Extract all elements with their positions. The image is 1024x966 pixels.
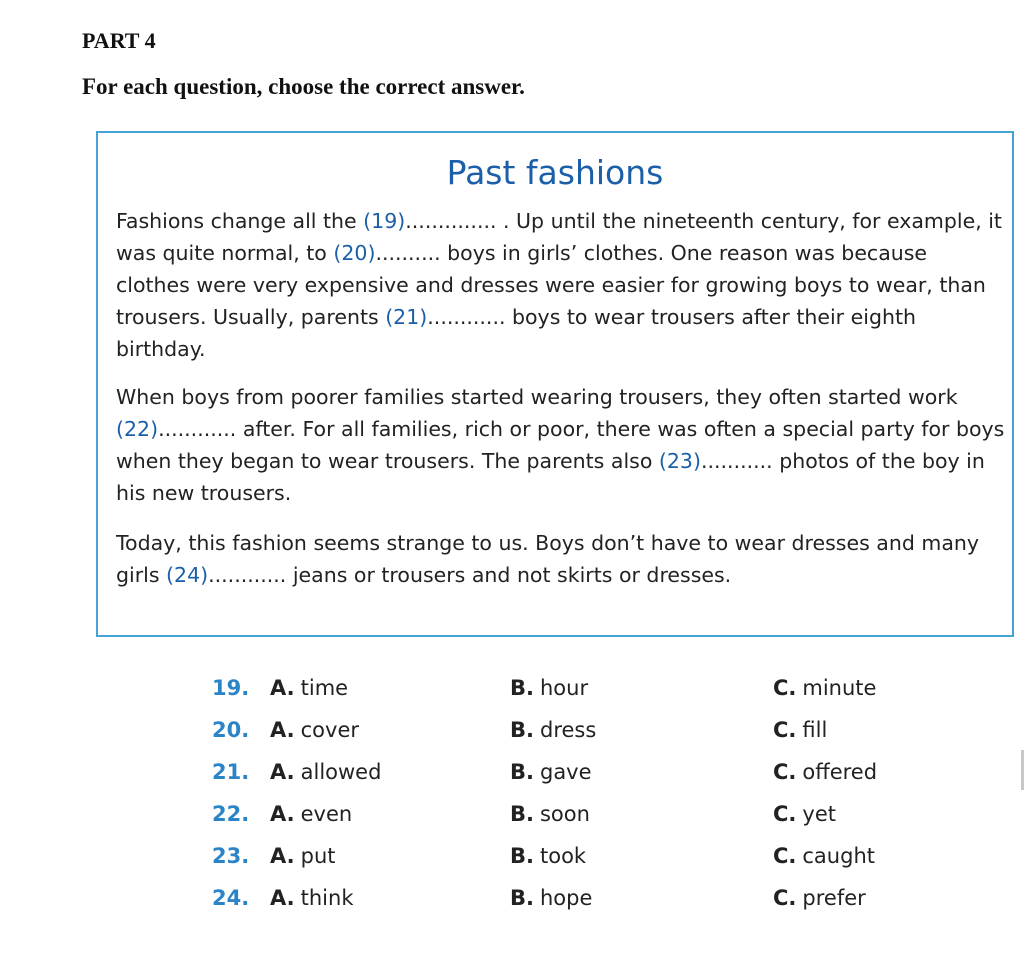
option-a[interactable] — [270, 718, 359, 742]
option-a[interactable] — [270, 676, 348, 700]
option-letter: C. — [773, 802, 797, 826]
option-b[interactable] — [510, 886, 592, 910]
option-letter: B. — [510, 718, 534, 742]
option-a[interactable] — [270, 844, 336, 868]
option-letter: A. — [270, 718, 295, 742]
option-b[interactable] — [510, 718, 596, 742]
p3-text-2: jeans or trousers and not skirts or dresses. — [286, 563, 732, 587]
option-letter: A. — [270, 676, 295, 700]
option-c[interactable] — [773, 760, 877, 784]
option-letter: B. — [510, 802, 534, 826]
option-letter: B. — [510, 760, 534, 784]
option-text: even — [300, 802, 353, 826]
option-text: fill — [802, 718, 828, 742]
gap-22-blank: ............ — [158, 417, 237, 441]
option-b[interactable] — [510, 760, 592, 784]
option-letter: A. — [270, 760, 295, 784]
question-row-24 — [0, 886, 1024, 920]
option-letter: C. — [773, 676, 797, 700]
option-text: offered — [802, 760, 878, 784]
option-letter: C. — [773, 718, 797, 742]
option-letter: A. — [270, 886, 295, 910]
option-letter: A. — [270, 844, 295, 868]
option-a[interactable] — [270, 886, 353, 910]
question-number: 21. — [212, 760, 250, 784]
gap-19-number: (19) — [363, 209, 406, 233]
option-letter: C. — [773, 844, 797, 868]
option-c[interactable] — [773, 718, 827, 742]
paragraph-3 — [116, 527, 1006, 591]
option-letter: B. — [510, 676, 534, 700]
gap-22-number: (22) — [116, 417, 159, 441]
option-b[interactable] — [510, 676, 588, 700]
gap-24-number: (24) — [166, 563, 209, 587]
option-text: think — [300, 886, 354, 910]
option-text: yet — [802, 802, 836, 826]
option-letter: B. — [510, 844, 534, 868]
p2-text-1: When boys from poorer families started wearing trousers, they often started work — [116, 385, 958, 409]
option-a[interactable] — [270, 760, 381, 784]
gap-23-blank: ........... — [700, 449, 773, 473]
option-text: put — [300, 844, 336, 868]
question-number: 24. — [212, 886, 250, 910]
instruction-text: For each question, choose the correct answer. — [82, 74, 525, 99]
question-row-22 — [0, 802, 1024, 836]
p1-text-4: boys to wear trousers after their eighth birthday. — [116, 305, 916, 361]
question-number: 19. — [212, 676, 250, 700]
option-text: dress — [539, 718, 597, 742]
paragraph-2 — [116, 381, 1006, 509]
passage-title: Past fashions — [446, 153, 664, 192]
question-row-23 — [0, 844, 1024, 878]
option-c[interactable] — [773, 676, 876, 700]
gap-23-number: (23) — [658, 449, 701, 473]
gap-20-number: (20) — [333, 241, 376, 265]
p3-text-1: Today, this fashion seems strange to us. Boys don’t have to wear dresses and many girls — [116, 531, 980, 587]
gap-21-number: (21) — [385, 305, 428, 329]
option-text: hour — [539, 676, 589, 700]
passage-box — [96, 131, 1014, 637]
option-c[interactable] — [773, 886, 866, 910]
option-letter: C. — [773, 886, 797, 910]
option-text: hope — [539, 886, 593, 910]
p2-text-3: photos of the boy in his new trousers. — [116, 449, 985, 505]
question-number: 20. — [212, 718, 250, 742]
option-letter: B. — [510, 886, 534, 910]
option-text: cover — [300, 718, 360, 742]
p1-text-2: . Up until the nineteenth century, for example, it was quite normal, to — [116, 209, 1002, 265]
gap-20-blank: .......... — [375, 241, 441, 265]
p1-text-1: Fashions change all the — [116, 209, 364, 233]
option-letter: A. — [270, 802, 295, 826]
question-row-21 — [0, 760, 1024, 794]
option-text: minute — [802, 676, 877, 700]
option-text: allowed — [300, 760, 382, 784]
option-b[interactable] — [510, 802, 590, 826]
option-c[interactable] — [773, 844, 875, 868]
question-number: 23. — [212, 844, 250, 868]
option-a[interactable] — [270, 802, 352, 826]
option-text: prefer — [802, 886, 866, 910]
paragraph-1 — [116, 205, 1006, 365]
option-text: took — [539, 844, 587, 868]
gap-19-blank: .............. — [405, 209, 497, 233]
gap-24-blank: ............ — [208, 563, 287, 587]
gap-21-blank: ............ — [427, 305, 506, 329]
question-row-19 — [0, 676, 1024, 710]
option-b[interactable] — [510, 844, 586, 868]
option-text: caught — [802, 844, 875, 868]
option-text: time — [300, 676, 349, 700]
question-row-20 — [0, 718, 1024, 752]
part-title: PART 4 — [82, 28, 156, 53]
option-text: gave — [539, 760, 592, 784]
option-letter: C. — [773, 760, 797, 784]
p2-text-2: after. For all families, rich or poor, there was often a special party for boys when they began to wear trousers. The parents also — [116, 417, 1005, 473]
option-text: soon — [539, 802, 590, 826]
question-number: 22. — [212, 802, 250, 826]
option-c[interactable] — [773, 802, 836, 826]
p1-text-3: boys in girls’ clothes. One reason was because clothes were very expensive and dresses were easier for growing boys to wear, than trousers. Usually, parents — [116, 241, 986, 329]
